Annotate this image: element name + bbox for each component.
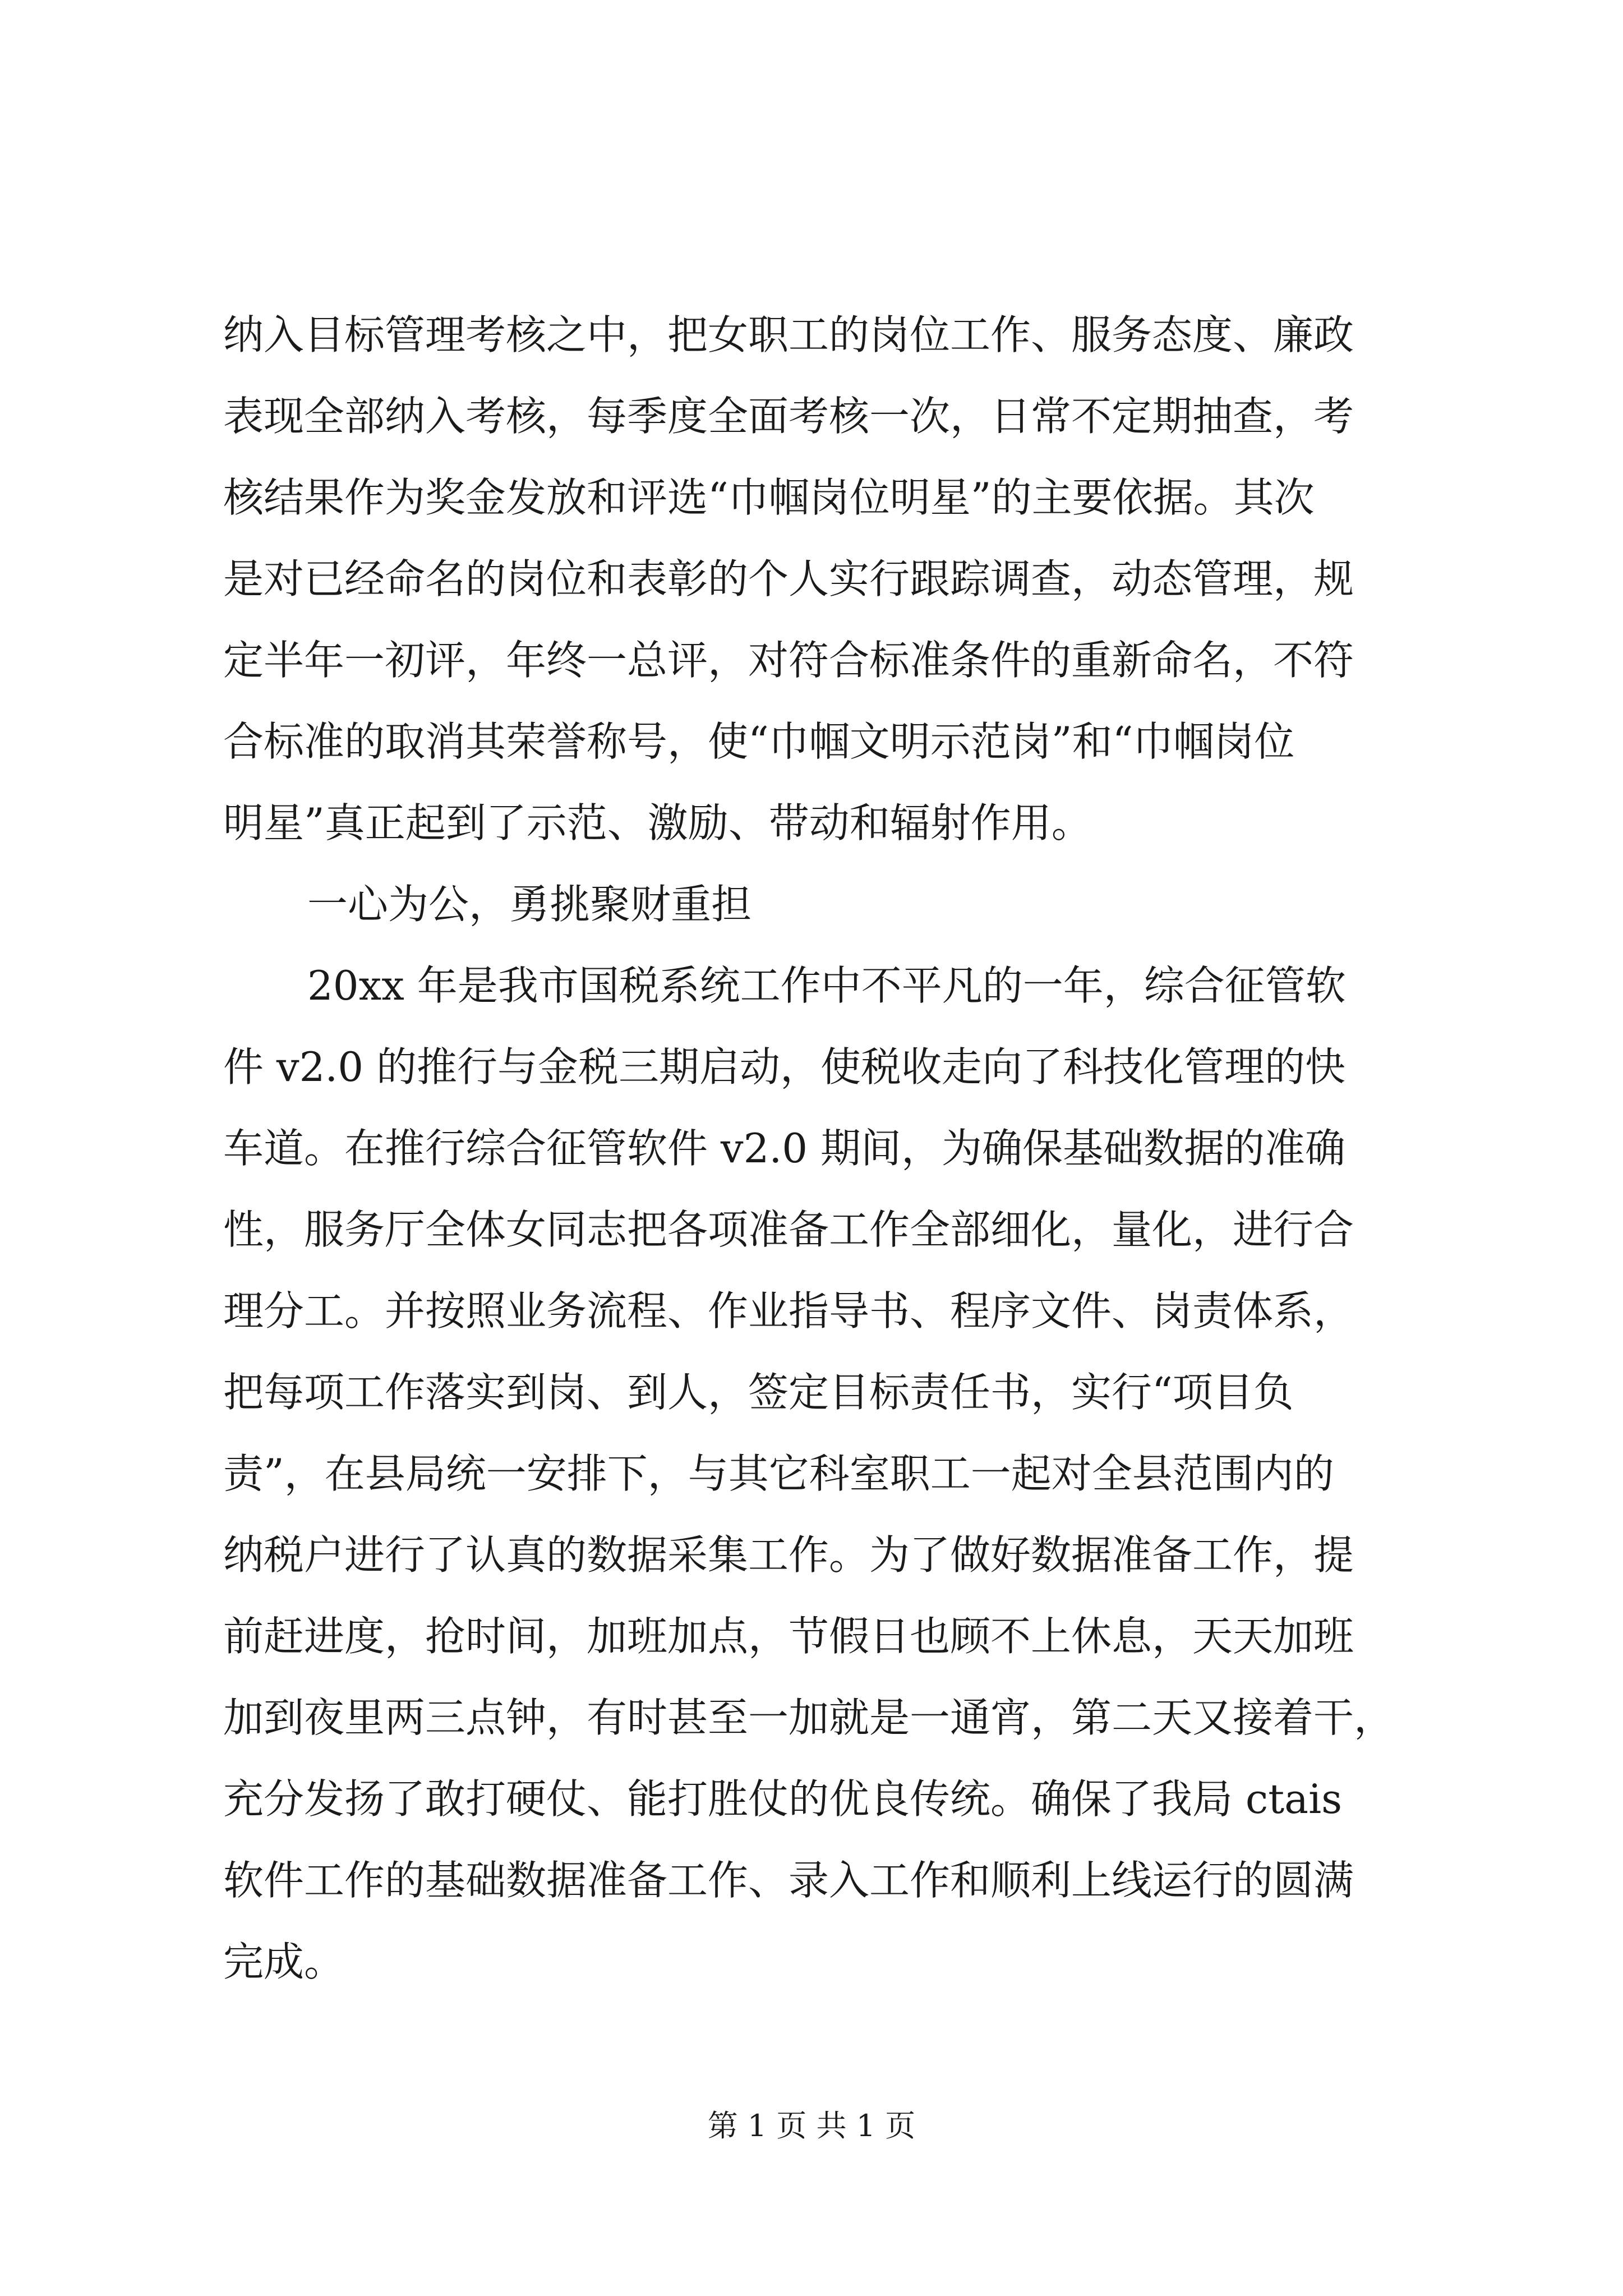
paragraph-line: 性，服务厅全体女同志把各项准备工作全部细化，量化，进行合 [223, 1206, 1354, 1253]
paragraph-line: 表现全部纳入考核，每季度全面考核一次，日常不定期抽查，考 [223, 393, 1354, 440]
paragraph-line: 件 v2.0 的推行与金税三期启动，使税收走向了科技化管理的快 [223, 1043, 1345, 1091]
paragraph-line: 加到夜里两三点钟，有时甚至一加就是一通宵，第二天又接着干， [223, 1694, 1395, 1741]
paragraph-line: 核结果作为奖金发放和评选“巾帼岗位明星”的主要依据。其次 [223, 474, 1315, 521]
paragraph-line: 纳入目标管理考核之中，把女职工的岗位工作、服务态度、廉政 [223, 311, 1354, 358]
paragraph-line: 纳税户进行了认真的数据采集工作。为了做好数据准备工作，提 [223, 1531, 1354, 1579]
paragraph-line: 前赶进度，抢时间，加班加点，节假日也顾不上休息，天天加班 [223, 1613, 1354, 1660]
body-text [223, 295, 1412, 2003]
paragraph-line: 是对已经命名的岗位和表彰的个人实行跟踪调查，动态管理，规 [223, 555, 1354, 602]
paragraph-line: 软件工作的基础数据准备工作、录入工作和顺利上线运行的圆满 [223, 1857, 1354, 1904]
paragraph-line: 充分发扬了敢打硬仗、能打胜仗的优良传统。确保了我局 ctais [223, 1775, 1343, 1823]
paragraph-line: 把每项工作落实到岗、到人，签定目标责任书，实行“项目负 [223, 1369, 1294, 1416]
paragraph-line: 理分工。并按照业务流程、作业指导书、程序文件、岗责体系， [223, 1287, 1354, 1335]
paragraph-line: 责”，在县局统一安排下，与其它科室职工一起对全县范围内的 [223, 1450, 1334, 1497]
section-heading: 一心为公，勇挑聚财重担 [307, 881, 752, 928]
paragraph-line: 合标准的取消其荣誉称号，使“巾帼文明示范岗”和“巾帼岗位 [223, 718, 1295, 765]
paragraph-line: 20xx 年是我市国税系统工作中不平凡的一年，综合征管软 [307, 962, 1346, 1009]
paragraph-line: 定半年一初评，年终一总评，对符合标准条件的重新命名，不符 [223, 637, 1354, 684]
page-number-footer: 第 1 页 共 1 页 [707, 2108, 916, 2143]
paragraph-line: 明星”真正起到了示范、激励、带动和辐射作用。 [223, 799, 1092, 846]
paragraph-line: 车道。在推行综合征管软件 v2.0 期间，为确保基础数据的准确 [223, 1125, 1345, 1172]
paragraph-line: 完成。 [223, 1938, 345, 1985]
